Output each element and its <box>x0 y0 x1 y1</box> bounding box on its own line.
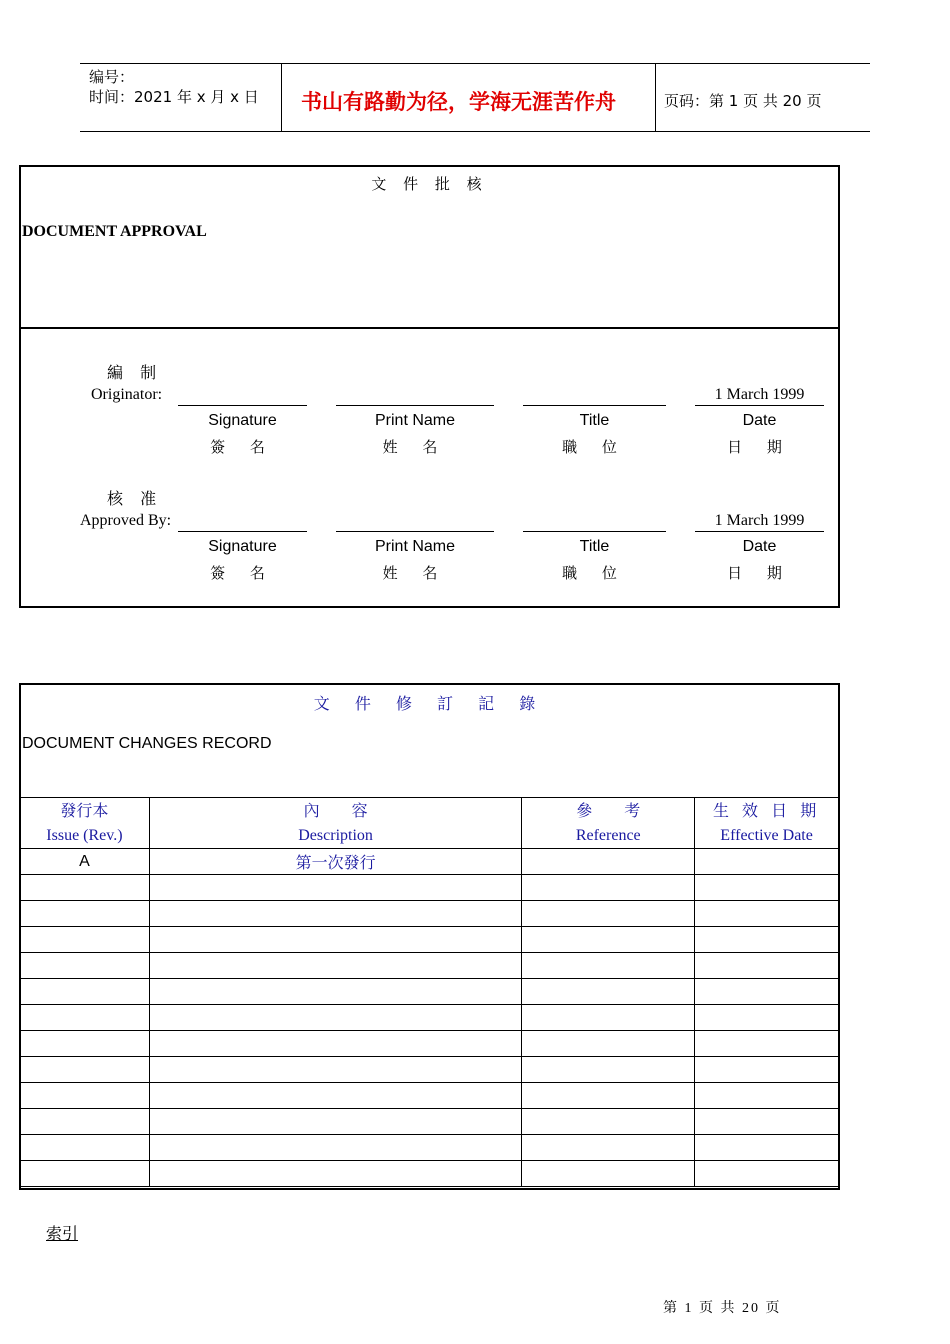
header-time-label: 时间：2021 年 x 月 x 日 <box>89 88 259 106</box>
cell-reference[interactable] <box>522 1031 695 1057</box>
cell-effective-date[interactable] <box>695 849 839 875</box>
originator-date-line[interactable] <box>695 405 824 406</box>
cell-description[interactable] <box>149 927 521 953</box>
approved-print-name-label: Print Name <box>374 538 456 555</box>
header-divider <box>281 63 282 131</box>
cell-effective-date[interactable] <box>695 901 839 927</box>
cell-effective-date[interactable] <box>695 927 839 953</box>
cell-effective-date[interactable] <box>695 1057 839 1083</box>
cell-reference[interactable] <box>522 1135 695 1161</box>
approved-print-name-line[interactable] <box>336 531 494 532</box>
header-description-cjk: 內 容 <box>303 801 368 820</box>
cell-description[interactable] <box>149 1057 521 1083</box>
approved-signature-label-cjk: 簽 名 <box>210 564 275 582</box>
approved-signature-line[interactable] <box>178 531 307 532</box>
cell-issue[interactable] <box>20 875 150 901</box>
header-issue <box>20 798 150 849</box>
cell-description[interactable] <box>149 1083 521 1109</box>
cell-reference[interactable] <box>522 953 695 979</box>
approved-signature-label: Signature <box>208 538 277 555</box>
table-row <box>20 1005 839 1031</box>
originator-print-name-line[interactable] <box>336 405 494 406</box>
table-row <box>20 1031 839 1057</box>
cell-effective-date[interactable] <box>695 1109 839 1135</box>
table-row <box>20 1161 839 1187</box>
table-row <box>20 953 839 979</box>
cell-issue[interactable] <box>20 1057 150 1083</box>
approved-date-line[interactable] <box>695 531 824 532</box>
originator-title-label-cjk: 職 位 <box>562 438 627 456</box>
cell-issue[interactable] <box>20 1161 150 1187</box>
originator-signature-label-cjk: 簽 名 <box>210 438 275 456</box>
table-row <box>20 849 839 875</box>
cell-reference[interactable] <box>522 1057 695 1083</box>
cell-issue[interactable] <box>20 979 150 1005</box>
table-row <box>20 1057 839 1083</box>
originator-heading: 編 制 <box>107 363 163 382</box>
cell-description[interactable]: 第一次發行 <box>149 849 521 875</box>
cell-description[interactable] <box>149 1161 521 1187</box>
table-row <box>20 1109 839 1135</box>
originator-title-line[interactable] <box>523 405 666 406</box>
cell-effective-date[interactable] <box>695 979 839 1005</box>
approved-date-label-cjk: 日 期 <box>727 564 792 582</box>
header-effective-date <box>695 798 839 849</box>
cell-effective-date[interactable] <box>695 1031 839 1057</box>
header-bottom-rule <box>80 131 870 132</box>
cell-issue[interactable] <box>20 1005 150 1031</box>
cell-description[interactable] <box>149 875 521 901</box>
header-issue-cjk: 發行本 <box>60 801 109 820</box>
originator-date-value: 1 March 1999 <box>714 386 805 403</box>
approved-title-label: Title <box>579 538 610 555</box>
header-description <box>149 798 521 849</box>
cell-description[interactable] <box>149 901 521 927</box>
cell-effective-date[interactable] <box>695 1135 839 1161</box>
approved-date-label: Date <box>742 538 777 555</box>
cell-effective-date[interactable] <box>695 875 839 901</box>
approval-divider <box>19 327 840 329</box>
approved-title-line[interactable] <box>523 531 666 532</box>
header-number-label: 编号： <box>89 68 135 86</box>
originator-print-name-label: Print Name <box>374 412 456 429</box>
approved-heading: 核 准 <box>107 489 163 508</box>
approved-title-label-cjk: 職 位 <box>562 564 627 582</box>
header-description-en: Description <box>298 827 373 844</box>
index-link[interactable]: 索引 <box>46 1224 79 1243</box>
originator-date-label: Date <box>742 412 777 429</box>
cell-description[interactable] <box>149 979 521 1005</box>
table-row <box>20 1135 839 1161</box>
cell-reference[interactable] <box>522 927 695 953</box>
header-reference-cjk: 參 考 <box>576 801 641 820</box>
table-row <box>20 875 839 901</box>
cell-description[interactable] <box>149 1005 521 1031</box>
originator-title-label: Title <box>579 412 610 429</box>
cell-description[interactable] <box>149 1109 521 1135</box>
table-row <box>20 1083 839 1109</box>
cell-issue[interactable] <box>20 927 150 953</box>
table-row <box>20 927 839 953</box>
cell-effective-date[interactable] <box>695 953 839 979</box>
originator-label: Originator: <box>91 386 163 403</box>
cell-issue[interactable] <box>20 1083 150 1109</box>
cell-reference[interactable] <box>522 849 695 875</box>
cell-description[interactable] <box>149 953 521 979</box>
table-row <box>20 979 839 1005</box>
cell-issue[interactable] <box>20 953 150 979</box>
cell-description[interactable] <box>149 1031 521 1057</box>
originator-print-name-label-cjk: 姓 名 <box>382 438 448 456</box>
cell-issue[interactable] <box>20 901 150 927</box>
changes-table <box>19 797 839 1187</box>
cell-reference[interactable] <box>522 901 695 927</box>
cell-reference[interactable] <box>522 979 695 1005</box>
cell-effective-date[interactable] <box>695 1005 839 1031</box>
cell-reference[interactable] <box>522 1109 695 1135</box>
cell-reference[interactable] <box>522 1005 695 1031</box>
approved-date-value: 1 March 1999 <box>714 512 805 529</box>
originator-signature-label: Signature <box>208 412 277 429</box>
header-effective-date-cjk: 生 效 日 期 <box>712 801 821 820</box>
changes-title-en: DOCUMENT CHANGES RECORD <box>22 735 272 752</box>
approval-title-cjk: 文 件 批 核 <box>371 175 488 193</box>
originator-date-label-cjk: 日 期 <box>727 438 792 456</box>
header-issue-en: Issue (Rev.) <box>46 827 123 844</box>
cell-reference[interactable] <box>522 1083 695 1109</box>
cell-effective-date[interactable] <box>695 1161 839 1187</box>
header-divider <box>655 63 656 131</box>
header-page-info: 页码：第 1 页 共 20 页 <box>664 92 822 110</box>
approval-title-en: DOCUMENT APPROVAL <box>22 223 207 240</box>
cell-description[interactable] <box>149 1135 521 1161</box>
originator-signature-line[interactable] <box>178 405 307 406</box>
table-row <box>20 901 839 927</box>
header-reference <box>522 798 695 849</box>
cell-issue[interactable] <box>20 1135 150 1161</box>
changes-header-row <box>20 798 839 849</box>
changes-title-cjk: 文 件 修 訂 記 錄 <box>313 694 546 713</box>
approved-print-name-label-cjk: 姓 名 <box>382 564 448 582</box>
cell-reference[interactable] <box>522 1161 695 1187</box>
page-footer: 第 1 页 共 20 页 <box>663 1301 782 1316</box>
header-motto: 书山有路勤为径，学海无涯苦作舟 <box>301 90 616 114</box>
header-effective-date-en: Effective Date <box>720 827 813 844</box>
cell-issue[interactable] <box>20 1109 150 1135</box>
cell-reference[interactable] <box>522 875 695 901</box>
header-top-rule <box>80 63 870 64</box>
cell-issue[interactable] <box>20 1031 150 1057</box>
approved-label: Approved By: <box>80 512 172 529</box>
cell-issue[interactable]: A <box>20 849 150 875</box>
cell-effective-date[interactable] <box>695 1083 839 1109</box>
header-reference-en: Reference <box>575 827 641 844</box>
